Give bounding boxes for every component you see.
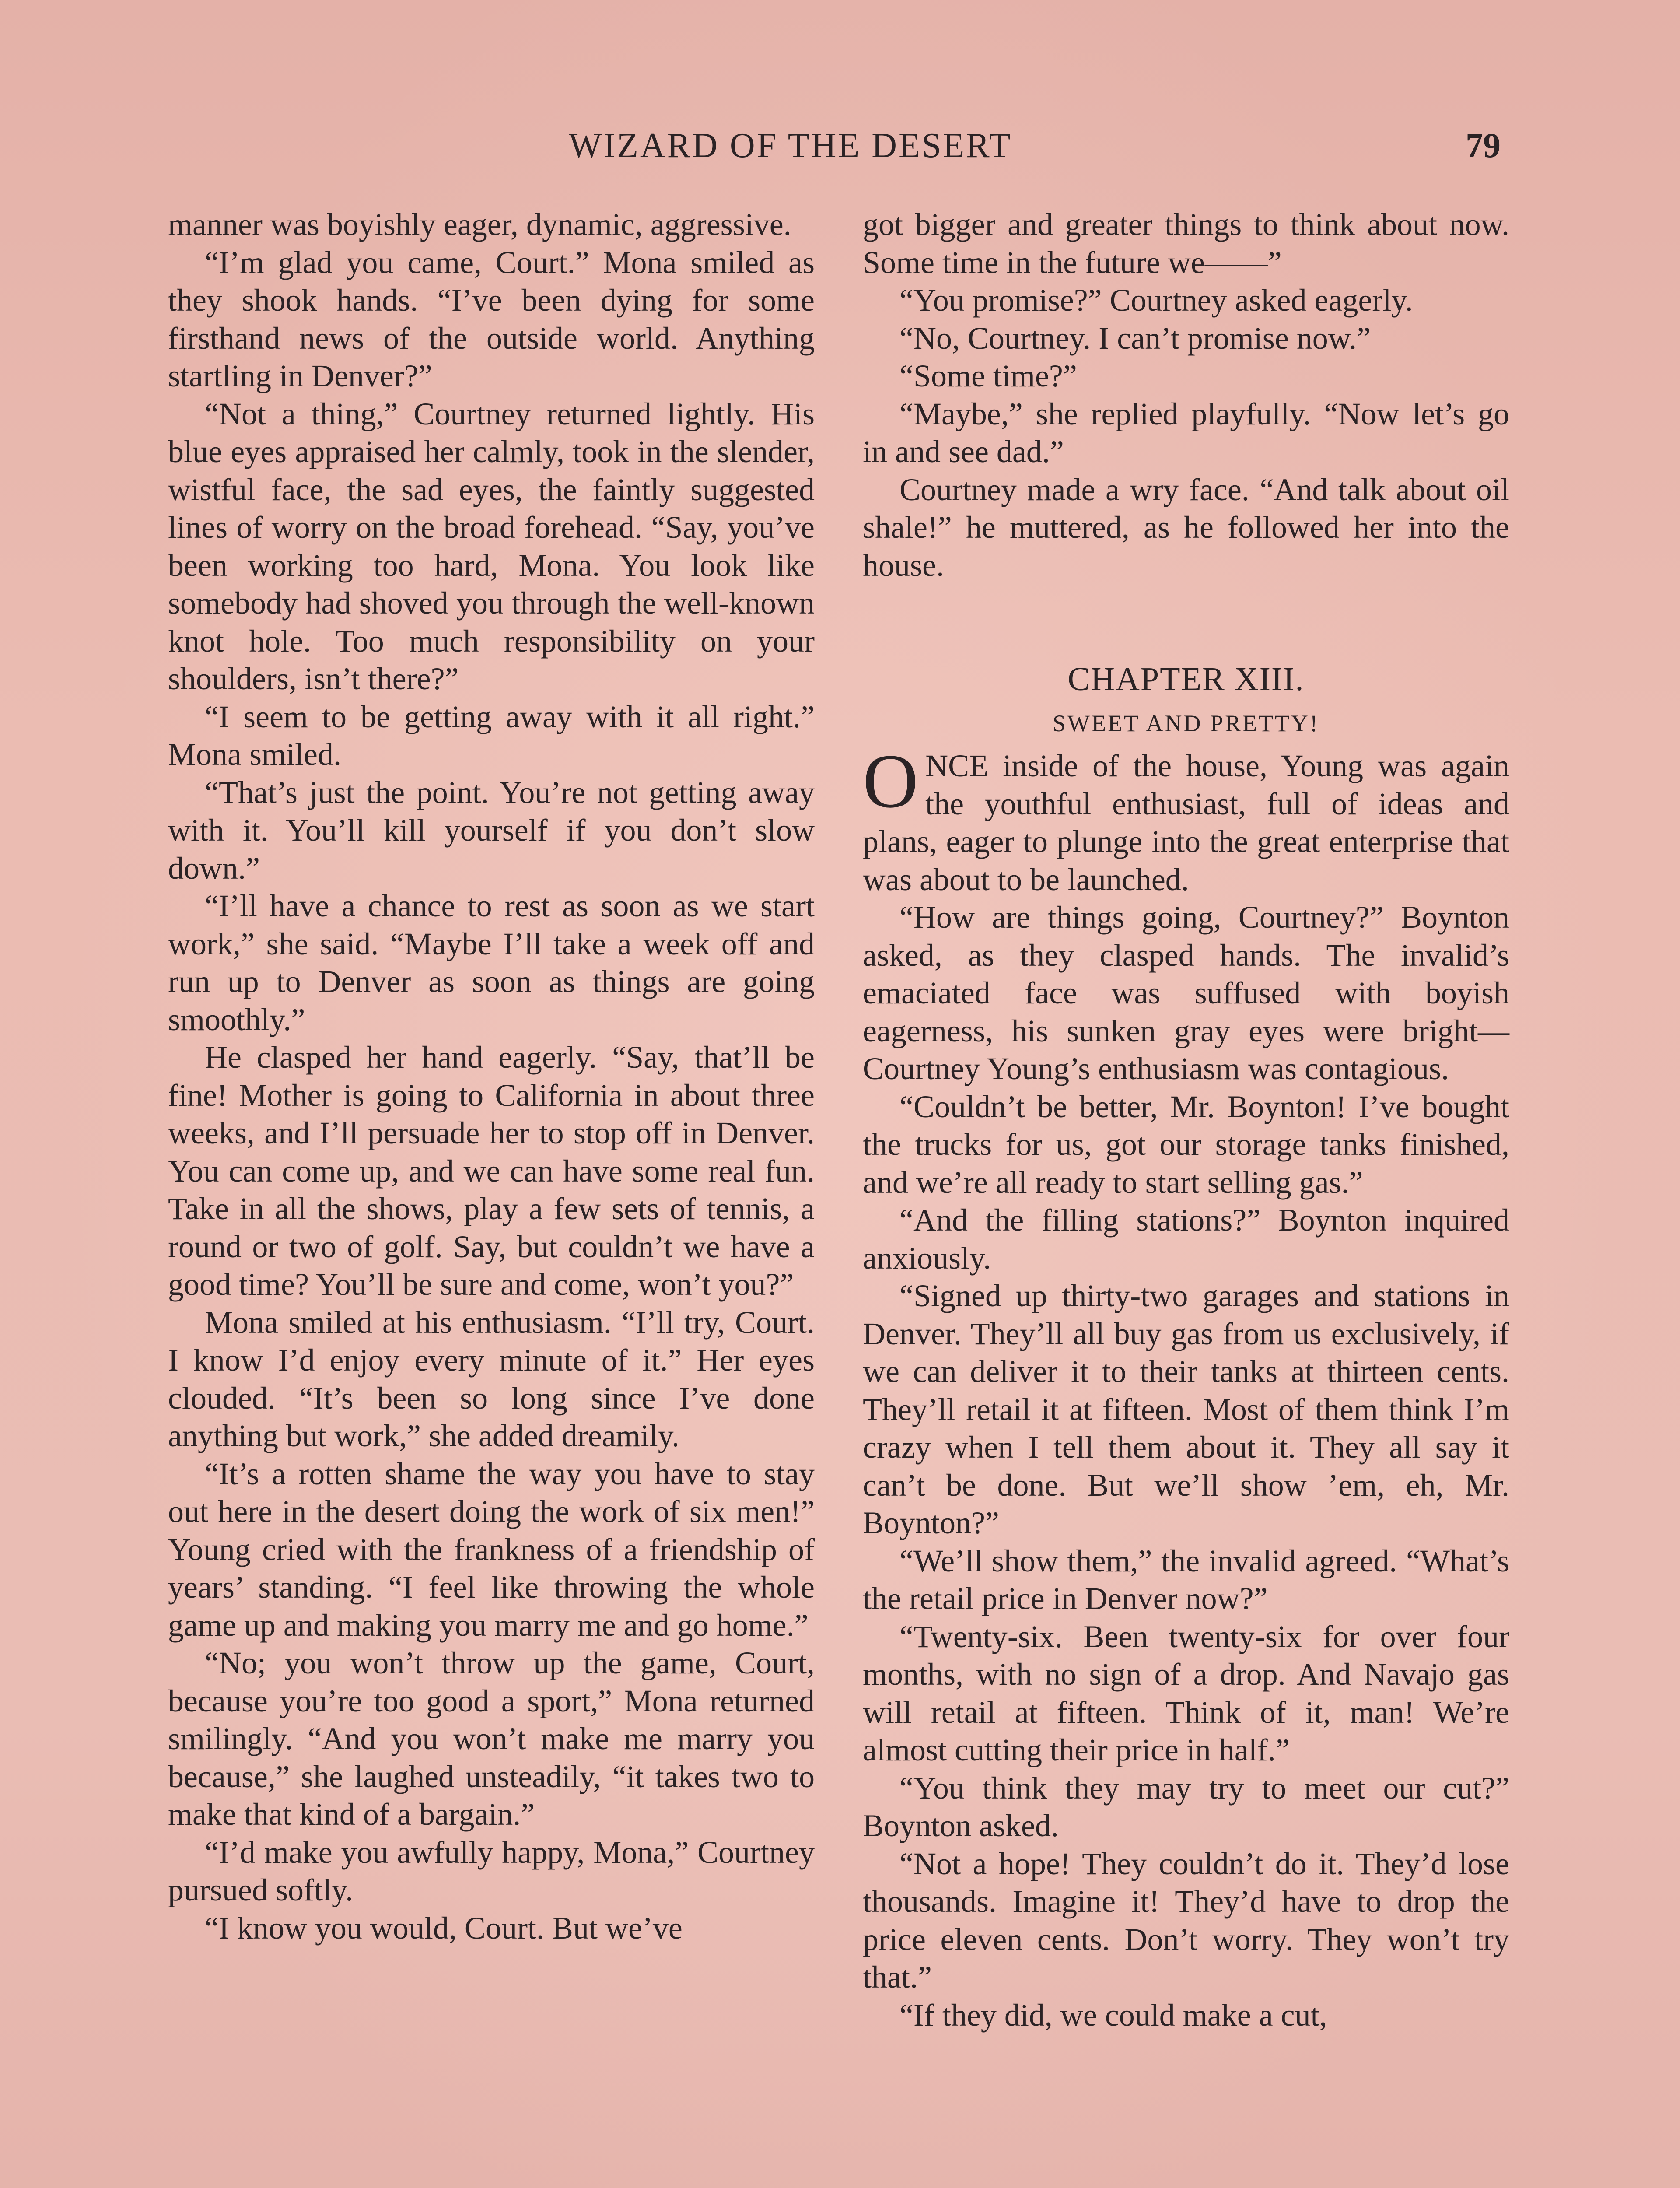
- paragraph: “How are things going, Courtney?” Boynton asked, as they clasped hands. The invalid’s emaciated face was suffused with boyish eagerness, his sunken gray eyes were bright—Courtney Young’s enthusiasm was contagious.: [863, 900, 1509, 1086]
- chapter-subtitle: SWEET AND PRETTY!: [1053, 710, 1320, 736]
- page-number: 79: [1466, 126, 1501, 165]
- paragraph: “No; you won’t throw up the game, Court, because you’re too good a sport,” Mona returned smilingly. “And you won’t make me marry you because,” she laughed unsteadily, “it takes two to make that kind of a bargain.”: [168, 1645, 815, 1832]
- paragraph: “We’ll show them,” the invalid agreed. “What’s the retail price in Denver now?”: [863, 1543, 1509, 1616]
- paragraph: “You think they may try to meet our cut?” Boynton asked.: [863, 1770, 1509, 1843]
- chapter-opening-paragraph: [863, 739, 1509, 898]
- chapter-heading: CHAPTER XIII.: [1068, 661, 1305, 698]
- paragraph: “Maybe,” she replied playfully. “Now let’s go in and see dad.”: [863, 396, 1509, 469]
- paragraph: Courtney made a wry face. “And talk about oil shale!” he muttered, as he followed her into the house.: [863, 472, 1509, 583]
- paragraph: “Not a hope! They couldn’t do it. They’d lose thousands. Imagine it! They’d have to drop the price eleven cents. Don’t worry. They won’t try that.”: [863, 1846, 1509, 1995]
- paragraph: “Twenty-six. Been twenty-six for over four months, with no sign of a drop. And Navajo gas will retail at fifteen. Think of it, man! We’re almost cutting their price in half.”: [863, 1619, 1509, 1767]
- paragraph: “I’d make you awfully happy, Mona,” Courtney pursued softly.: [168, 1834, 815, 1907]
- paragraph: He clasped her hand eagerly. “Say, that’ll be fine! Mother is going to California in about three weeks, and I’ll persuade her to stop off in Denver. You can come up, and we can have some real fun. Take in all the shows, play a few sets of tennis, a round or two of golf. Say, but couldn’t we have a good time? You’ll be sure and come, won’t you?”: [168, 1040, 815, 1302]
- paragraph: “If they did, we could make a cut,: [900, 1997, 1327, 2033]
- paragraph: “Couldn’t be better, Mr. Boynton! I’ve bought the trucks for us, got our storage tanks finished, and we’re all ready to start selling gas.”: [863, 1089, 1509, 1200]
- paragraph: “No, Courtney. I can’t promise now.”: [900, 320, 1371, 356]
- running-title: WIZARD OF THE DESERT: [569, 126, 1012, 165]
- paragraph: “Signed up thirty-two garages and stations in Denver. They’ll all buy gas from us exclusively, if we can deliver it to their tanks at thirteen cents. They’ll retail it at fifteen. Most of them think I’m crazy when I tell them about it. They all say it can’t be done. But we’ll show ’em, eh, Mr. Boynton?”: [863, 1278, 1509, 1540]
- paragraph: “Not a thing,” Courtney returned lightly. His blue eyes appraised her calmly, took in the slender, wistful face, the sad eyes, the faintly suggested lines of worry on the broad forehead. “Say, you’ve been working too hard, Mona. You look like somebody had shoved you through the well-known knot hole. Too much responsibility on your shoulders, isn’t there?”: [168, 396, 815, 696]
- right-column: [863, 206, 1509, 2034]
- paragraph: got bigger and greater things to think about now. Some time in the future we——”: [863, 207, 1509, 280]
- paragraph: “And the filling stations?” Boynton inquired anxiously.: [863, 1203, 1509, 1276]
- paragraph: “I seem to be getting away with it all right.” Mona smiled.: [168, 699, 815, 772]
- paragraph: manner was boyishly eager, dynamic, aggressive.: [168, 207, 791, 242]
- paragraph: “That’s just the point. You’re not getting away with it. You’ll kill yourself if you don’t slow down.”: [168, 775, 815, 886]
- drop-cap: O: [863, 739, 919, 824]
- paragraph: “You promise?” Courtney asked eagerly.: [900, 283, 1413, 318]
- paragraph: “Some time?”: [900, 358, 1077, 393]
- opening-text: NCE inside of the house, Young was again the youthful enthusiast, full of ideas and plans, eager to plunge into the great enterprise that was about to be launched.: [863, 748, 1509, 897]
- paragraph: “I’ll have a chance to rest as soon as we start work,” she said. “Maybe I’ll take a week off and run up to Denver as soon as things are going smoothly.”: [168, 888, 815, 1037]
- paragraph: Mona smiled at his enthusiasm. “I’ll try, Court. I know I’d enjoy every minute of it.” Her eyes clouded. “It’s been so long since I’ve done anything but work,” she added dreamily.: [168, 1304, 815, 1453]
- paragraph: “I know you would, Court. But we’ve: [205, 1910, 682, 1946]
- paragraph: “I’m glad you came, Court.” Mona smiled as they shook hands. “I’ve been dying for some firsthand news of the outside world. Anything startling in Denver?”: [168, 245, 815, 393]
- paragraph: “It’s a rotten shame the way you have to stay out here in the desert doing the work of six men!” Young cried with the frankness of a friendship of years’ standing. “I feel like throwing the whole game up and making you marry me and go home.”: [168, 1456, 815, 1643]
- left-column: [168, 206, 815, 1947]
